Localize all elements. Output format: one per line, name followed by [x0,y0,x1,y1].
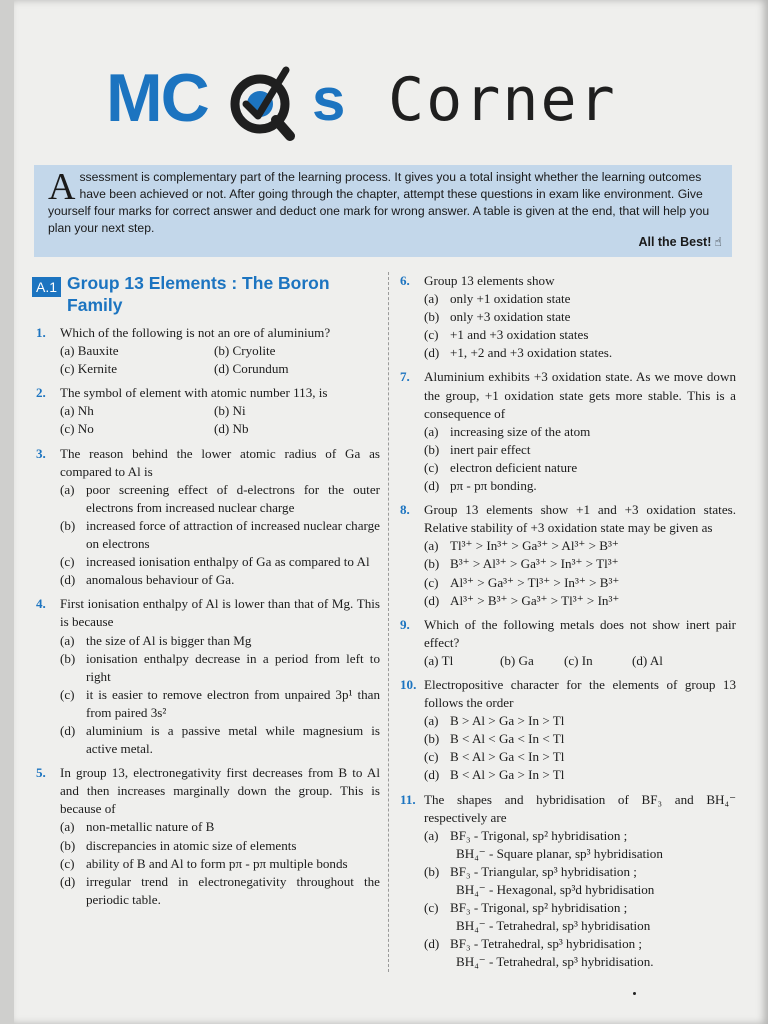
option[interactable]: (a) Tl [424,652,454,668]
question-text: Group 13 elements show +1 and +3 oxidation states. Relative stability of +3 oxidation state may be given as [424,502,736,536]
option[interactable]: (c) No [60,421,94,437]
question-3 [32,445,380,590]
option[interactable]: (a) the size of Al is bigger than Mg [60,632,252,648]
banner-corner: Corner [388,65,617,135]
option[interactable]: (d) pπ - pπ bonding. [424,478,537,494]
option[interactable]: (b) BF₃ - Triangular, sp³ hybridisation ; [424,863,637,879]
option[interactable]: (c) BF₃ - Trigonal, sp² hybridisation ; [424,900,628,916]
option[interactable]: (d) Nb [214,421,249,437]
option-line: BH₄⁻ - Tetrahedral, sp³ hybridisation [456,918,651,934]
option[interactable]: (a) poor screening effect of d-electrons for the outer electrons from increased nuclear charge [60,481,380,515]
option[interactable]: (c) ability of B and Al to form pπ - pπ multiple bonds [60,855,348,871]
question-text: In group 13, electronegativity first decreases from B to Al and then increases marginally down the group. This is because of [60,765,380,817]
question-6 [396,272,736,362]
option[interactable]: (a) Tl³⁺ > In³⁺ > Ga³⁺ > Al³⁺ > B³⁺ [424,538,619,554]
question-number: 6. [400,273,410,288]
options [60,402,380,438]
column-divider [388,272,389,972]
question-number: 9. [400,616,410,632]
question-text: Group 13 elements show [424,273,555,288]
option[interactable]: (b) Ga [500,652,534,668]
options [60,342,380,378]
option[interactable]: (a) BF₃ - Trigonal, sp² hybridisation ; [424,827,628,843]
option[interactable]: (d) Al [632,652,663,668]
question-1 [32,324,380,378]
option[interactable]: (a) non-metallic nature of B [60,819,215,835]
question-text: The reason behind the lower atomic radius of Ga as compared to Al is [60,445,380,479]
option[interactable]: (d) Al³⁺ > B³⁺ > Ga³⁺ > Tl³⁺ > In³⁺ [424,592,620,608]
question-text: First ionisation enthalpy of Al is lower than that of Mg. This is because [60,596,380,630]
mcqs-corner-banner [106,58,666,142]
question-9 [396,616,736,670]
section-heading [32,272,380,316]
banner-s: s [312,66,346,133]
question-number: 5. [36,765,46,781]
banner-mc: MC [106,60,208,136]
option[interactable]: (c) Al³⁺ > Ga³⁺ > Tl³⁺ > In³⁺ > B³⁺ [424,574,620,590]
question-text: The shapes and hybridisation of BF₃ and BH₄⁻ respectively are [424,791,736,825]
question-number: 3. [36,445,46,461]
intro-box [34,165,732,257]
page [14,0,768,1024]
option[interactable]: (c) electron deficient nature [424,459,578,475]
option[interactable]: (b) increased force of attraction of increased nuclear charge on electrons [60,517,380,552]
question-text: The symbol of element with atomic number 113, is [60,385,328,401]
question-10 [396,676,736,785]
section-title: Group 13 Elements : The Boron Family [67,273,330,315]
option[interactable]: (c) it is easier to remove electron from unpaired 3p¹ than from paired 3s² [60,686,380,720]
question-number: 2. [36,385,46,401]
pointing-hand-icon: ☝ [714,235,722,249]
option[interactable]: (d) irregular trend in electronegativity throughout the periodic table. [60,873,380,907]
option[interactable]: (b) B < Al < Ga < In < Tl [424,731,565,747]
section-tag: A.1 [32,277,61,297]
question-4 [32,595,380,758]
question-number: 7. [400,369,410,385]
option[interactable]: (c) B < Al > Ga < In > Tl [424,749,565,765]
option[interactable]: (a) Bauxite [60,343,119,359]
intro-sign [638,234,722,251]
option[interactable]: (a) B > Al > Ga > In > Tl [424,713,565,729]
option[interactable]: (a) Nh [60,403,94,419]
left-column [32,272,380,915]
option-line: BH₄⁻ - Tetrahedral, sp³ hybridisation. [456,954,654,970]
option[interactable]: (d) anomalous behaviour of Ga. [60,572,235,588]
options [424,652,736,670]
option[interactable]: (b) Ni [214,403,246,419]
question-number: 1. [36,325,46,340]
option[interactable]: (b) only +3 oxidation state [424,309,571,325]
magnifier-check-icon [224,64,304,142]
intro-dropcap: A [48,166,76,208]
question-text: Aluminium exhibits +3 oxidation state. As we move down the group, +1 oxidation state gets more stable. This is a consequence of [424,369,736,421]
option[interactable]: (d) B < Al > Ga > In > Tl [424,767,565,783]
page-dot [633,992,636,995]
question-7 [396,368,736,495]
question-text: Electropositive character for the elements of group 13 follows the order [424,676,736,711]
question-11 [396,791,736,972]
option[interactable]: (d) Corundum [214,361,289,377]
option[interactable]: (b) ionisation enthalpy decrease in a period from left to right [60,650,380,684]
option[interactable]: (d) aluminium is a passive metal while magnesium is active metal. [60,722,380,757]
question-text: Which of the following metals does not show inert pair effect? [424,616,736,650]
intro-sign-text: All the Best! [638,235,712,249]
intro-text: ssessment is complementary part of the learning process. It gives you a total insight whether the learning outcomes have been achieved or not. After going through the chapter, attempt these questions in exam like environment. Give yourself four marks for correct answer and deduct one mark for wrong answer. A table is given at the end, that will help you plan your next step. [48,170,710,235]
option[interactable]: (d) +1, +2 and +3 oxidation states. [424,345,613,361]
question-2 [32,384,380,438]
option[interactable]: (b) inert pair effect [424,441,531,457]
question-5 [32,764,380,909]
option[interactable]: (c) Kernite [60,361,118,377]
right-column [396,272,736,977]
question-number: 11. [400,791,416,807]
option[interactable]: (b) B³⁺ > Al³⁺ > Ga³⁺ > In³⁺ > Tl³⁺ [424,556,619,572]
question-number: 10. [400,676,417,692]
option[interactable]: (c) +1 and +3 oxidation states [424,327,589,343]
option[interactable]: (a) only +1 oxidation state [424,291,571,307]
option[interactable]: (d) BF₃ - Tetrahedral, sp³ hybridisation ; [424,936,643,952]
option[interactable]: (a) increasing size of the atom [424,423,591,439]
question-number: 4. [36,596,46,612]
option[interactable]: (b) Cryolite [214,343,276,359]
option-line: BH₄⁻ - Hexagonal, sp³d hybridisation [456,882,655,897]
option[interactable]: (c) increased ionisation enthalpy of Ga as compared to Al [60,554,370,570]
option[interactable]: (b) discrepancies in atomic size of elements [60,837,297,853]
question-text: Which of the following is not an ore of aluminium? [60,325,331,340]
question-number: 8. [400,502,410,518]
question-8 [396,501,736,610]
option[interactable]: (c) In [564,652,593,668]
option-line: BH₄⁻ - Square planar, sp³ hybridisation [456,845,663,861]
